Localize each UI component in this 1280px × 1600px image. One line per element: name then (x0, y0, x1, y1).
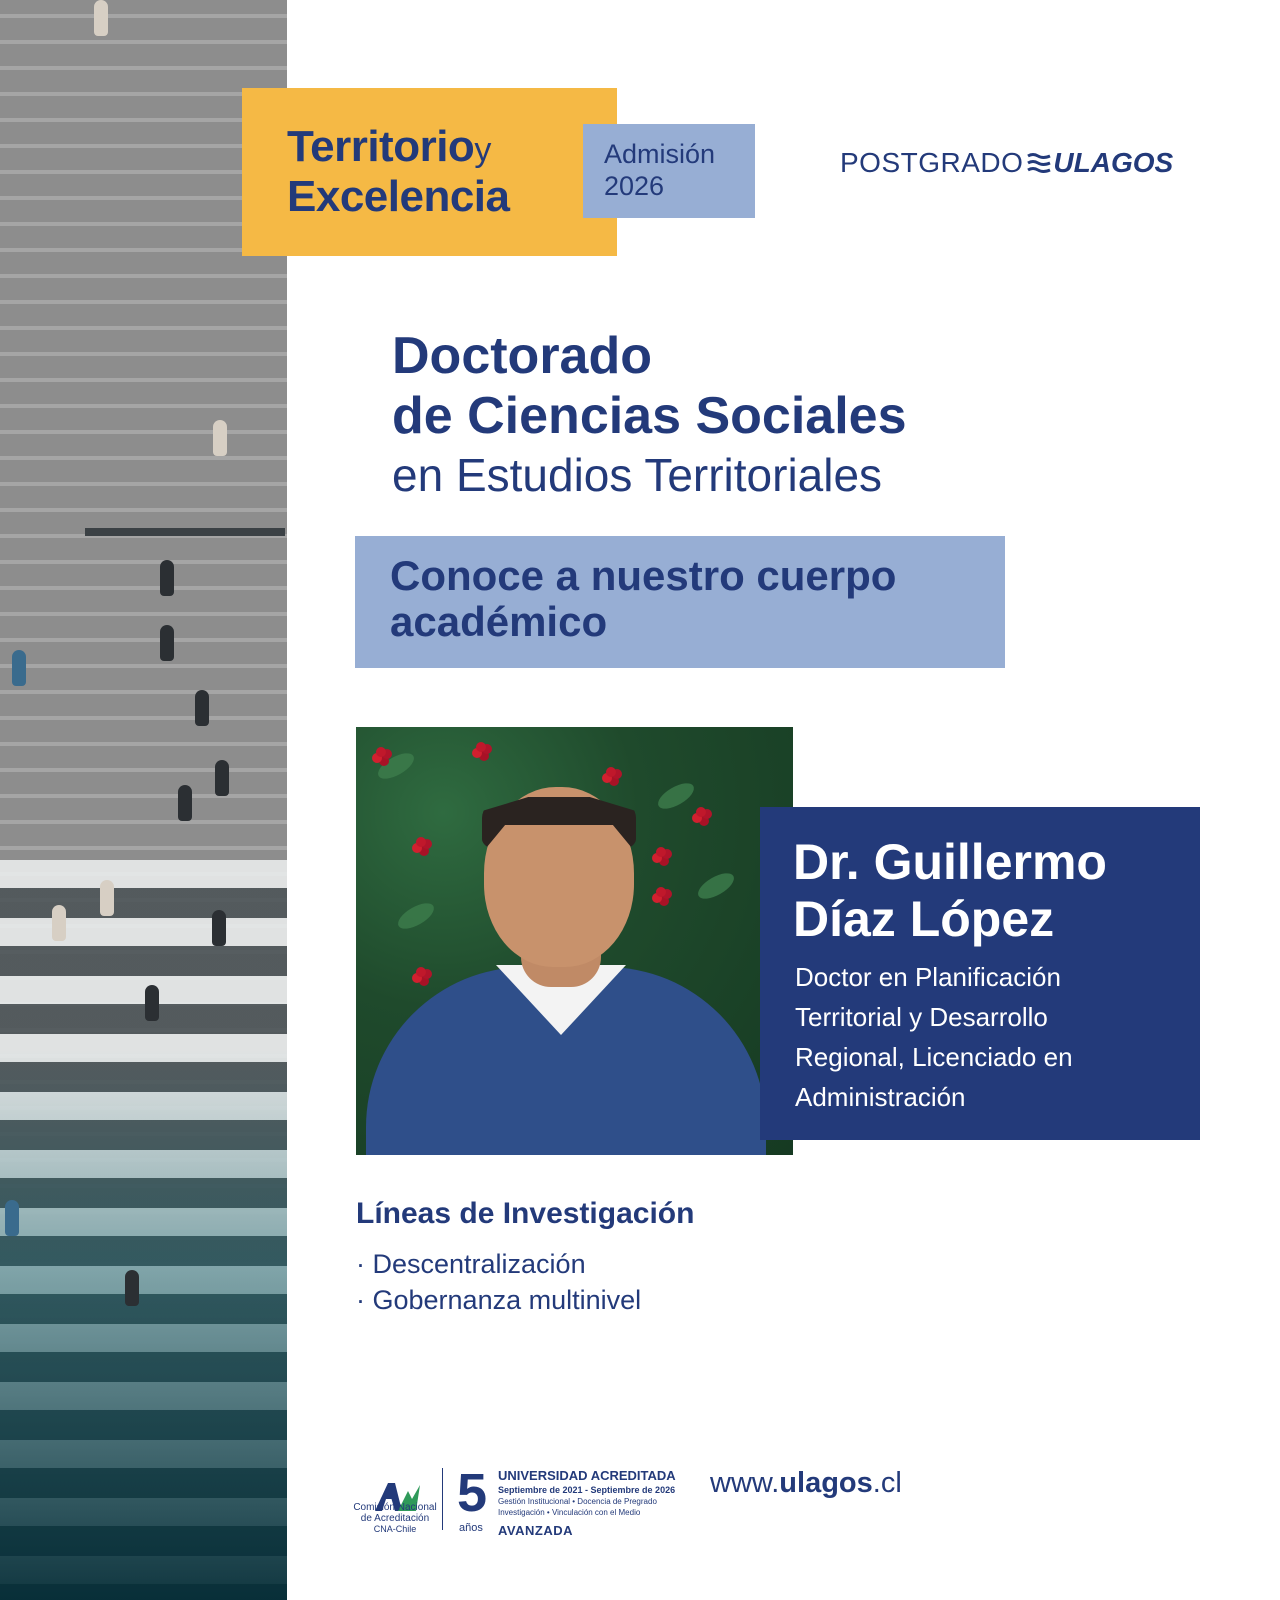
leaf (694, 868, 738, 904)
berry-cluster (416, 967, 426, 977)
accreditation-level: AVANZADA (498, 1523, 574, 1538)
faculty-name-line1: Dr. Guillermo (793, 834, 1107, 890)
berry-cluster (696, 807, 706, 817)
research-lines-heading: Líneas de Investigación (356, 1197, 695, 1230)
pedestrian (213, 420, 227, 456)
slogan-line1: Territorioy (287, 122, 491, 171)
leaf (394, 898, 438, 934)
ulagos-waves-icon (1027, 152, 1051, 174)
faculty-name-card (760, 807, 1200, 1140)
traffic-signal-pole (85, 528, 285, 536)
pedestrian (145, 985, 159, 1021)
admission-label: Admisión (604, 139, 716, 169)
slogan-badge (242, 88, 617, 256)
footer-divider (442, 1468, 443, 1530)
accreditation-years-number: 5 (457, 1463, 488, 1523)
slogan-line2: Excelencia (287, 172, 510, 221)
program-title-line3: en Estudios Territoriales (392, 449, 883, 501)
cna-name: Comisión Nacional de Acreditación CNA-Chile (353, 1502, 437, 1534)
faculty-portrait-photo (356, 727, 793, 1155)
program-title-line1: Doctorado (392, 327, 652, 385)
teal-tint-overlay (0, 1050, 287, 1600)
meet-faculty-banner (355, 536, 1005, 668)
accreditation-years-word: años (459, 1522, 483, 1534)
faculty-degree-line: Territorial y Desarrollo (795, 1002, 1048, 1032)
pedestrian (125, 1270, 139, 1306)
accreditation-dates: Septiembre de 2021 - Septiembre de 2026 (498, 1485, 676, 1495)
postgrado-ulagos-logo (840, 147, 1173, 179)
pedestrian (12, 650, 26, 686)
pedestrian (195, 690, 209, 726)
pedestrian (52, 905, 66, 941)
berry-cluster (476, 742, 486, 752)
faculty-name-line2: Díaz López (793, 891, 1055, 947)
accreditation-areas: Investigación • Vinculación con el Medio (498, 1508, 641, 1517)
pedestrian (5, 1200, 19, 1236)
berry-cluster (656, 847, 666, 857)
pedestrian (178, 785, 192, 821)
pedestrian (212, 910, 226, 946)
research-line-item: · Gobernanza multinivel (356, 1285, 642, 1315)
berry-cluster (606, 767, 616, 777)
accreditation-title: UNIVERSIDAD ACREDITADA (498, 1468, 676, 1483)
faculty-degree-line: Administración (795, 1082, 966, 1112)
research-line-item: · Descentralización (356, 1249, 586, 1279)
accreditation-areas: Gestión Institucional • Docencia de Pregrado (498, 1497, 657, 1506)
berry-cluster (416, 837, 426, 847)
slogan-connector: y (474, 131, 491, 169)
pedestrian (100, 880, 114, 916)
pedestrian (160, 625, 174, 661)
pedestrian (215, 760, 229, 796)
faculty-degree-line: Doctor en Planificación (795, 962, 1061, 992)
meet-faculty-line1: Conoce a nuestro cuerpo (390, 552, 897, 599)
brand-name: ULAGOS (1053, 147, 1174, 178)
admission-year: 2026 (604, 171, 665, 201)
website-link[interactable]: www.ulagos.cl (710, 1467, 902, 1499)
pedestrian (160, 560, 174, 596)
berry-cluster (656, 887, 666, 897)
faculty-degree-line: Regional, Licenciado en (795, 1042, 1073, 1072)
brand-prefix: POSTGRADO (840, 147, 1024, 178)
leaf (654, 778, 698, 814)
pedestrian (94, 0, 108, 36)
admission-badge (583, 124, 755, 218)
program-title-line2: de Ciencias Sociales (392, 387, 907, 445)
meet-faculty-line2: académico (390, 598, 608, 645)
berry-cluster (376, 747, 386, 757)
